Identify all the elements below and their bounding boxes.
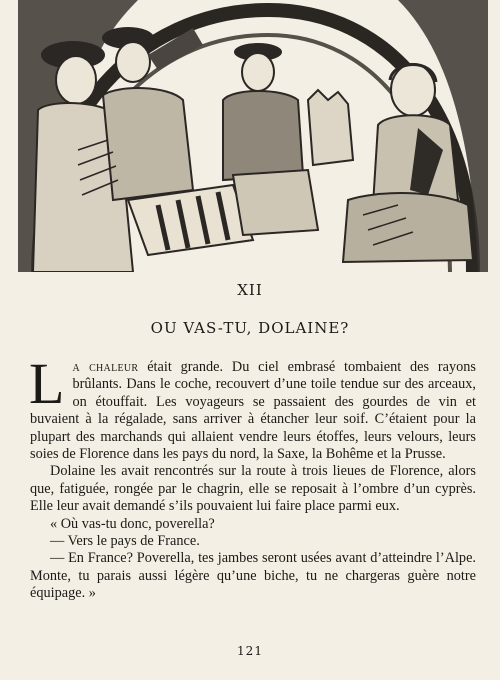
- paragraph: [29, 351, 476, 463]
- page-number: 121: [237, 644, 263, 658]
- coach-travellers-illustration: [18, 0, 488, 272]
- chapter-text: [29, 351, 476, 603]
- chapter-title: OU VAS-TU, DOLAINE?: [150, 319, 350, 337]
- chapter-illustration: [18, 0, 488, 272]
- dialogue-line: — En France? Poverella, tes jambes seront usées avant d’atteindre l’Alpe. Monte, tu parais aussi légère qu’une biche, tu ne chargeras guère notre équipage. »: [30, 550, 476, 602]
- dialogue-line: — Vers le pays de France.: [50, 533, 200, 550]
- paragraph: Dolaine les avait rencontrés sur la route à trois lieues de Florence, alors que, fatiguée, rongée par le chagrin, elle se reposait à l’ombre d’un cyprès. Elle leur avait demandé s’ils pouvaient lui faire place parmi eux.: [30, 463, 476, 515]
- chapter-number: XII: [237, 281, 263, 299]
- dialogue-line: « Où vas-tu donc, poverella?: [50, 515, 215, 532]
- paragraph-text: était grande. Du ciel embrasé tombaient des rayons brûlants. Dans le coche, recouvert d’une toile tendue sur des arceaux, on étouffait. Les voyageurs se passaient des gourdes de vin et buvaient à la régalade, sans arriver à étancher leur soif. C’étaient pour la plupart des marchands qui allaient vendre leurs étoffes, leurs velours, leurs soies de Florence dans les pays du nord, la Saxe, la Bohême et la Prusse.: [30, 359, 476, 463]
- drop-cap: L: [29, 351, 65, 416]
- opening-small-caps: a chaleur: [72, 359, 139, 375]
